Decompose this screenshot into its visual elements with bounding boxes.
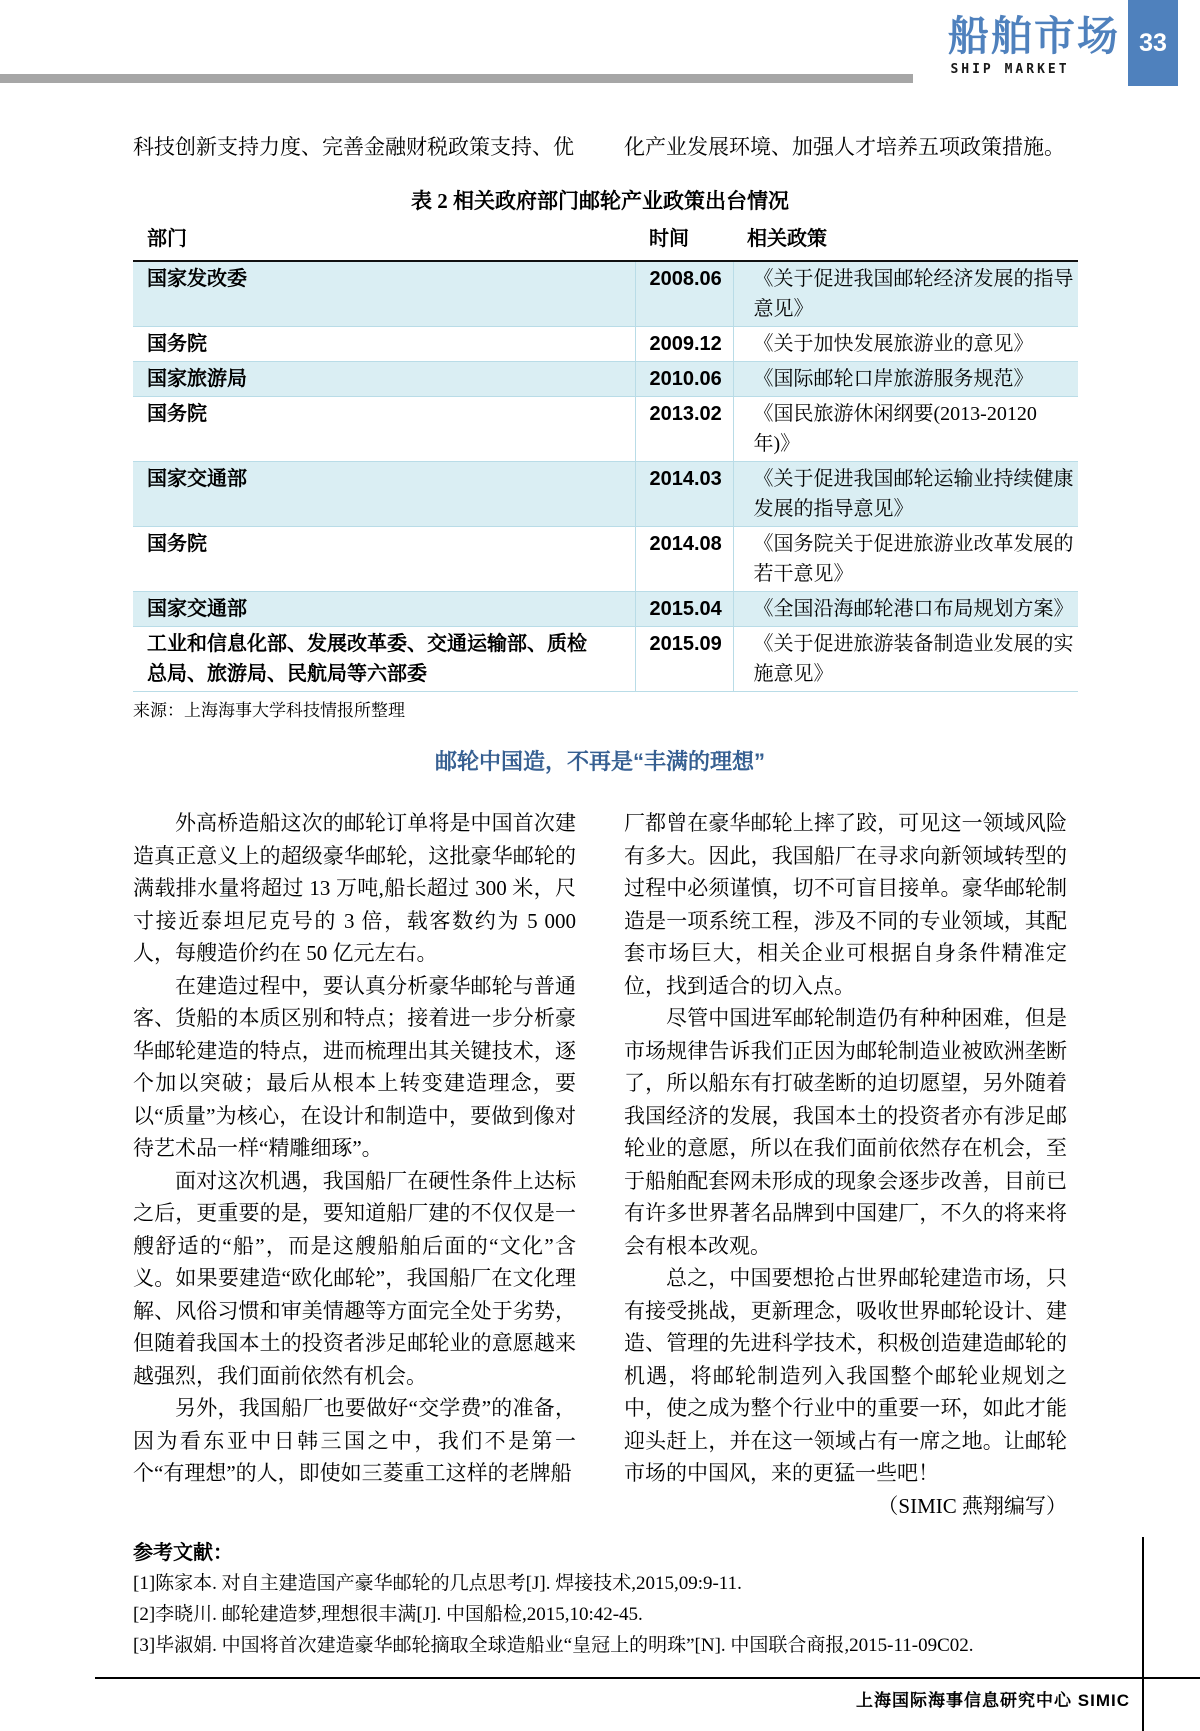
policy-cell: 《国际邮轮口岸旅游服务规范》 [733, 362, 1078, 397]
policy-cell: 《关于促进我国邮轮运输业持续健康发展的指导意见》 [733, 462, 1078, 527]
policy-table-header-row [133, 222, 1078, 261]
references-title: 参考文献： [133, 1542, 233, 1564]
dept-cell: 国务院 [133, 527, 635, 592]
policy-table-row [133, 462, 1078, 527]
policy-table-row [133, 627, 1078, 692]
dept-cell: 国家交通部 [133, 592, 635, 627]
policy-cell: 《国民旅游休闲纲要(2013-20120 年)》 [733, 397, 1078, 462]
dept-cell: 工业和信息化部、发展改革委、交通运输部、质检总局、旅游局、民航局等六部委 [133, 627, 635, 692]
reference-item: [1]陈家本. 对自主建造国产豪华邮轮的几点思考[J]. 焊接技术,2015,09:9-11. [133, 1573, 742, 1594]
table-source-note: 来源：上海海事大学科技情报所整理 [133, 701, 405, 720]
time-cell: 2014.03 [635, 462, 733, 527]
main-content [133, 132, 1074, 1661]
article-left-column [133, 807, 576, 1522]
paragraph: 厂都曾在豪华邮轮上摔了跤，可见这一领域风险有多大。因此，我国船厂在寻求向新领域转型的过程中必须谨慎，切不可盲目接单。豪华邮轮制造是一项系统工程，涉及不同的专业领域，其配套市场巨大，相关企业可根据自身条件精准定位，找到适合的切入点。 [624, 811, 1067, 998]
time-cell: 2013.02 [635, 397, 733, 462]
footer-publisher: 上海国际海事信息研究中心 SIMIC [856, 1691, 1130, 1710]
article-byline: （SIMIC 燕翔编写） [877, 1493, 1067, 1518]
policy-table-row [133, 362, 1078, 397]
dept-cell: 国务院 [133, 397, 635, 462]
reference-item: [3]毕淑娟. 中国将首次建造豪华邮轮摘取全球造船业“皇冠上的明珠”[N]. 中国联合商报,2015-11-09C02. [133, 1635, 974, 1656]
references-section [133, 1538, 1067, 1661]
time-cell: 2010.06 [635, 362, 733, 397]
policy-cell: 《关于促进我国邮轮经济发展的指导意见》 [733, 261, 1078, 327]
policy-cell: 《关于促进旅游装备制造业发展的实施意见》 [733, 627, 1078, 692]
policy-cell: 《国务院关于促进旅游业改革发展的若干意见》 [733, 527, 1078, 592]
paragraph: 面对这次机遇，我国船厂在硬性条件上达标之后，更重要的是，要知道船厂建的不仅仅是一艘舒适的“船”，而是这艘船舶后面的“文化”含义。如果要建造“欧化邮轮”，我国船厂在文化理解、风俗习惯和审美情趣等方面完全处于劣势，但随着我国本土的投资者涉足邮轮业的意愿越来越强烈，我们面前依然有机会。 [133, 1168, 576, 1388]
paragraph: 尽管中国进军邮轮制造仍有种种困难，但是市场规律告诉我们正因为邮轮制造业被欧洲垄断了，所以船东有打破垄断的迫切愿望，另外随着我国经济的发展，我国本土的投资者亦有涉足邮轮业的意愿，所以在我们面前依然存在机会，至于船舶配套网未形成的现象会逐步改善，目前已有许多世界著名品牌到中国建厂，不久的将来将会有根本改观。 [624, 1006, 1067, 1258]
policy-table-row [133, 327, 1078, 362]
policy-table [133, 222, 1078, 692]
section-title-cn: 船舶市场 [948, 13, 1120, 59]
policy-table-row [133, 592, 1078, 627]
section-title-en: SHIP MARKET [950, 62, 1070, 77]
col-header-time: 时间 [635, 222, 733, 261]
paragraph: 总之，中国要想抢占世界邮轮建造市场，只有接受挑战，更新理念，吸收世界邮轮设计、建造、管理的先进科学技术，积极创造建造邮轮的机遇，将邮轮制造列入我国整个邮轮业规划之中，使之成为整个行业中的重要一环，如此才能迎头赶上，并在这一领域占有一席之地。让邮轮市场的中国风，来的更猛一些吧！ [624, 1266, 1067, 1485]
paragraph: 外高桥造船这次的邮轮订单将是中国首次建造真正意义上的超级豪华邮轮，这批豪华邮轮的满载排水量将超过 13 万吨,船长超过 300 米，尺寸接近泰坦尼克号的 3 倍，载客数约为 5 000 人，每艘造价约在 50 亿元左右。 [133, 811, 576, 965]
paragraph: 在建造过程中，要认真分析豪华邮轮与普通客、货船的本质区别和特点；接着进一步分析豪华邮轮建造的特点，进而梳理出其关键技术，逐个加以突破；最后从根本上转变建造理念，要以“质量”为核心，在设计和制造中，要做到像对待艺术品一样“精雕细琢”。 [133, 973, 576, 1160]
dept-cell: 国家旅游局 [133, 362, 635, 397]
policy-table-row [133, 527, 1078, 592]
paragraph: 另外，我国船厂也要做好“交学费”的准备，因为看东亚中日韩三国之中，我们不是第一个“有理想”的人，即使如三菱重工这样的老牌船 [133, 1396, 576, 1485]
page-number-badge: 33 [1128, 0, 1178, 86]
dept-cell: 国家发改委 [133, 261, 635, 327]
footer-horizontal-rule [95, 1677, 1200, 1679]
intro-right-text: 化产业发展环境、加强人才培养五项政策措施。 [624, 135, 1065, 159]
col-header-policy: 相关政策 [733, 222, 1078, 261]
dept-cell: 国家交通部 [133, 462, 635, 527]
policy-table-row [133, 397, 1078, 462]
masthead-gray-rule [0, 74, 913, 83]
intro-left-text: 科技创新支持力度、完善金融财税政策支持、优 [133, 135, 574, 159]
table-title: 表 2 相关政府部门邮轮产业政策出台情况 [411, 189, 789, 213]
reference-item: [2]李晓川. 邮轮建造梦,理想很丰满[J]. 中国船检,2015,10:42-45. [133, 1604, 643, 1625]
policy-cell: 《关于加快发展旅游业的意见》 [733, 327, 1078, 362]
footer-vertical-rule [1142, 1537, 1144, 1731]
dept-cell: 国务院 [133, 327, 635, 362]
intro-columns [133, 132, 1067, 162]
article-right-column [624, 807, 1067, 1522]
policy-cell: 《全国沿海邮轮港口布局规划方案》 [733, 592, 1078, 627]
col-header-dept: 部门 [133, 222, 635, 261]
time-cell: 2009.12 [635, 327, 733, 362]
time-cell: 2014.08 [635, 527, 733, 592]
policy-table-row [133, 261, 1078, 327]
article-columns [133, 807, 1067, 1522]
time-cell: 2008.06 [635, 261, 733, 327]
article-heading: 邮轮中国造，不再是“丰满的理想” [434, 749, 765, 774]
time-cell: 2015.04 [635, 592, 733, 627]
time-cell: 2015.09 [635, 627, 733, 692]
